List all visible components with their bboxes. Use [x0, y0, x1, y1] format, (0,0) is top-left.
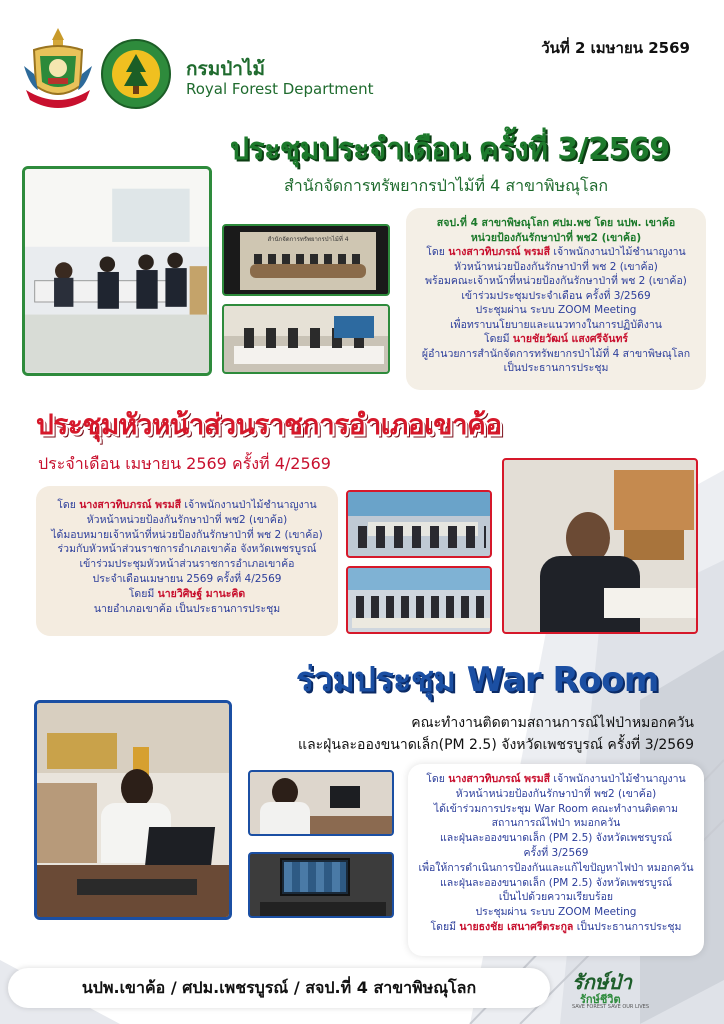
forest-department-seal-icon — [100, 38, 172, 110]
s2-line6: ประจำเดือนเมษายน 2569 ครั้งที่ 4/2569 — [92, 572, 282, 585]
s1-line4: หัวหน้าหน่วยป้องกันรักษาป่าที่ พช 2 (เขาค้อ) — [454, 260, 658, 273]
section1-title: ประชุมประจำเดือน ครั้งที่ 3/2569 — [230, 132, 670, 167]
section3-description — [408, 764, 704, 956]
war-room-officer-photo — [34, 700, 232, 920]
s3-line1-prefix: โดย — [426, 773, 449, 785]
department-name-english: Royal Forest Department — [186, 80, 374, 98]
s3-officer-name: นางสาวทิบภรณ์ พรมสี — [448, 773, 551, 785]
save-forest-logo — [572, 966, 702, 1014]
s3-chair-name: นายธงชัย เสนาศรีตระกูล — [459, 920, 574, 933]
s2-line2: หัวหน้าหน่วยป้องกันรักษาป่าที่ พช2 (เขาค้อ) — [86, 513, 288, 526]
s1-line6: เข้าร่วมประชุมประจำเดือน ครั้งที่ 3/2569 — [461, 289, 651, 302]
s2-line8: นายอำเภอเขาค้อ เป็นประธานการประชุม — [93, 602, 281, 615]
s3-line2: หัวหน้าหน่วยป้องกันรักษาป่าที่ พช2 (เขาค้อ) — [455, 787, 657, 800]
s1-line3-prefix: โดย — [426, 246, 449, 258]
war-room-desk-photo-2 — [248, 852, 394, 918]
district-meeting-photo-1 — [346, 490, 492, 558]
s1-line1: สจป.ที่ 4 สาขาพิษณุโลก ศปม.พช โดย นปพ. เขาค้อ — [436, 217, 676, 229]
s3-line5: และฝุ่นละอองขนาดเล็ก (PM 2.5) จังหวัดเพชรบูรณ์ — [440, 832, 672, 845]
section2-subtitle: ประจำเดือน เมษายน 2569 ครั้งที่ 4/2569 — [38, 454, 331, 473]
footer-banner — [8, 968, 550, 1008]
section3-subtitle — [298, 712, 694, 756]
section2-description — [36, 486, 338, 636]
district-meeting-photo-2 — [346, 566, 492, 634]
s3-line3: ได้เข้าร่วมการประชุม War Room คณะทำงานติดตาม — [433, 802, 679, 815]
s3-subtitle-line1: คณะทำงานติดตามสถานการณ์ไฟป่าหมอกควัน — [411, 715, 694, 731]
logo-caption: SAVE FOREST SAVE OUR LIVES — [572, 1004, 650, 1010]
footer-text: นปพ.เขาค้อ / ศปม.เพชรบูรณ์ / สจป.ที่ 4 สาขาพิษณุโลก — [81, 977, 477, 997]
s3-subtitle-line2: และฝุ่นละอองขนาดเล็ก(PM 2.5) จังหวัดเพชรบูรณ์ ครั้งที่ 3/2569 — [298, 737, 694, 753]
date-label: วันที่ 2 เมษายน 2569 — [541, 39, 690, 57]
s3-line9: เป็นไปด้วยความเรียบร้อย — [498, 891, 614, 904]
royal-emblem-icon — [20, 26, 96, 110]
s3-line10: ประชุมผ่าน ระบบ ZOOM Meeting — [475, 906, 637, 919]
s1-line3-suffix: เจ้าพนักงานป่าไม้ชำนาญงาน — [550, 246, 686, 258]
s1-line10: ผู้อำนวยการสำนักจัดการทรัพยากรป่าไม้ที่ 4 สาขาพิษณุโลก — [421, 347, 691, 360]
s1-line9-prefix: โดยมี — [483, 333, 513, 345]
section1-subtitle: สำนักจัดการทรัพยากรป่าไม้ที่ 4 สาขาพิษณุโลก — [284, 176, 609, 195]
s1-line11: เป็นประธานการประชุม — [503, 362, 609, 374]
s2-chair-name: นายวิศิษฐ์ มานะคิด — [157, 587, 246, 600]
s1-line7: ประชุมผ่าน ระบบ ZOOM Meeting — [475, 304, 637, 316]
s3-line8: และฝุ่นละอองขนาดเล็ก (PM 2.5) จังหวัดเพชรบูรณ์ — [440, 876, 672, 889]
section2-title: ประชุมหัวหน้าส่วนราชการอำเภอเขาค้อ — [36, 408, 502, 441]
s2-line5: เข้าร่วมประชุมหัวหน้าส่วนราชการอำเภอเขาค้อ — [79, 558, 295, 571]
s3-line7: เพื่อให้การดำเนินการป้องกันและแก้ไขปัญหาไฟป่า หมอกควัน — [418, 861, 694, 874]
war-room-desk-photo-1 — [248, 770, 394, 836]
s2-line1-suffix: เจ้าพนักงานป่าไม้ชำนาญงาน — [181, 499, 317, 511]
s1-line8: เพื่อทราบนโยบายและแนวทางในการปฏิบัติงาน — [450, 318, 662, 331]
s2-line3: ได้มอบหมายเจ้าหน้าที่หน่วยป้องกันรักษาป่าที่ พช 2 (เขาค้อ) — [51, 528, 323, 541]
s3-line11-prefix: โดยมี — [430, 920, 460, 933]
s2-officer-name: นางสาวทิบภรณ์ พรมสี — [79, 499, 182, 511]
officer-portrait-photo — [502, 458, 698, 634]
s2-line4: ร่วมกับหัวหน้าส่วนราชการอำเภอเขาค้อ จังหวัดเพชรบูรณ์ — [57, 543, 317, 556]
screen-caption: สำนักจัดการทรัพยากรป่าไม้ที่ 4 — [267, 236, 349, 243]
s3-line11-suffix: เป็นประธานการประชุม — [573, 920, 682, 933]
s2-line7-prefix: โดยมี — [128, 587, 158, 600]
s1-officer-name: นางสาวทิบภรณ์ พรมสี — [448, 246, 551, 258]
meeting-table-photo — [222, 304, 390, 374]
s1-chair-name: นายชัยวัฒน์ แสงศรีจันทร์ — [512, 333, 629, 345]
section1-description — [406, 208, 706, 390]
zoom-screen-photo — [222, 224, 390, 296]
department-name-thai: กรมป่าไม้ — [186, 58, 266, 80]
s1-line2: หน่วยป้องกันรักษาป่าที่ พช2 (เขาค้อ) — [470, 231, 642, 244]
s1-line5: พร้อมคณะเจ้าหน้าที่หน่วยป้องกันรักษาป่าที่ พช 2 (เขาค้อ) — [425, 275, 687, 287]
s3-line6: ครั้งที่ 3/2569 — [523, 846, 589, 859]
s3-line1-suffix: เจ้าพนักงานป่าไม้ชำนาญงาน — [550, 773, 686, 785]
logo-small-text: รักษ์ชีวิต — [580, 993, 621, 1006]
meeting-room-photo — [22, 166, 212, 376]
s2-line1-prefix: โดย — [57, 499, 80, 511]
s3-line4: สถานการณ์ไฟป่า หมอกควัน — [491, 817, 621, 830]
logo-main-text: รักษ์ป่า — [572, 970, 632, 994]
section3-title: ร่วมประชุม War Room — [296, 660, 659, 700]
